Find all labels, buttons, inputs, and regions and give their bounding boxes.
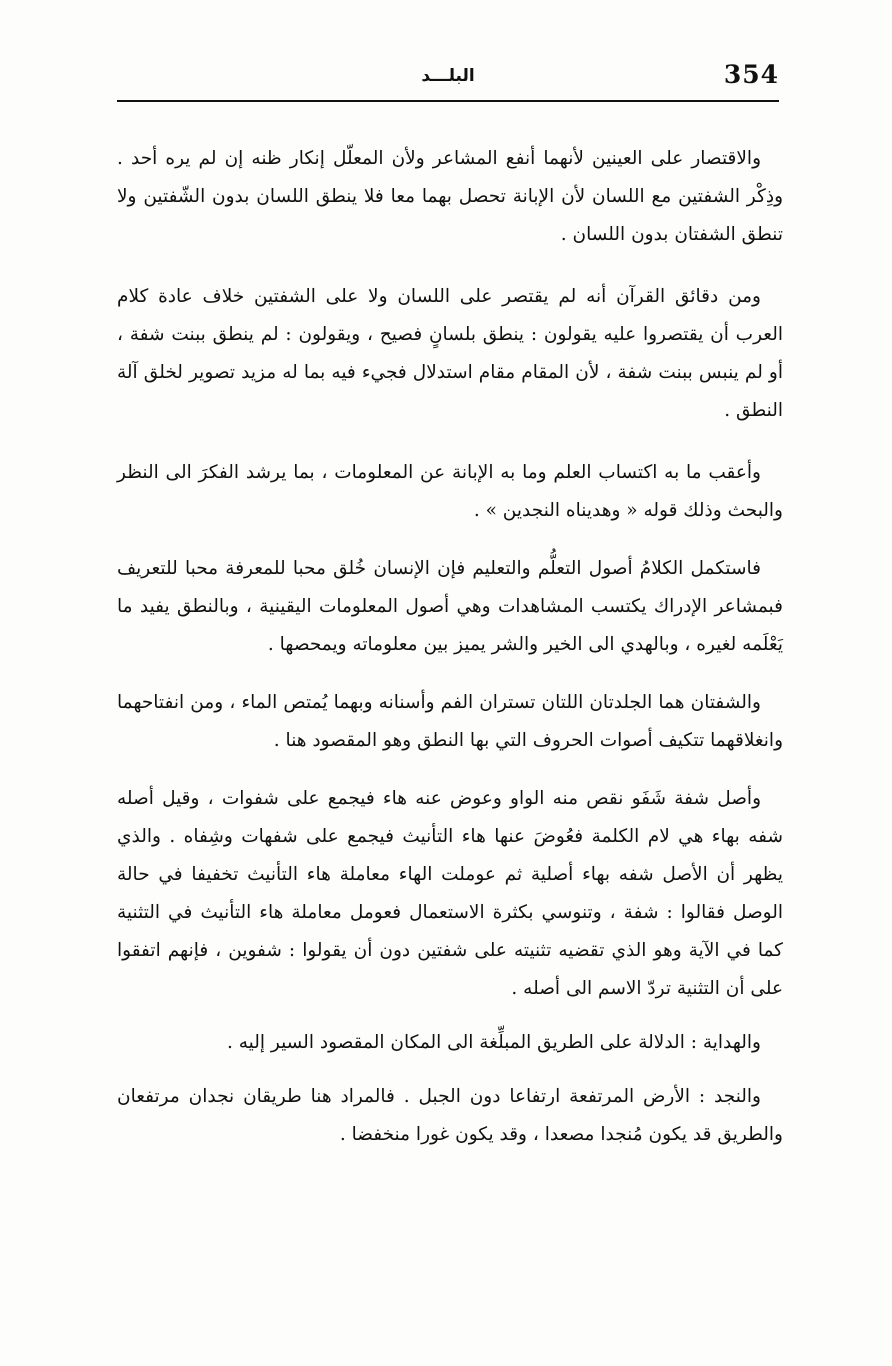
page-number: 354 — [723, 60, 779, 89]
running-title: البلـــد — [421, 66, 475, 86]
paragraph-7: والهداية : الدلالة على الطريق المبلِّغة الى المكان المقصود السير إليه . — [226, 1032, 761, 1053]
paragraph-2: ومن دقائق القرآن أنه لم يقتصر على اللسان ولا على الشفتين خلاف عادة كلام العرب أن يقتصروا عليه يقولون : ينطق بلسانٍ فصيح ، ويقولون : لم ينطق ببنت شفة ، أو لم ينبس ببنت شفة ، لأن المقام مقام استدلال فجيء فيه بما له مزيد تصوير لخلق آلة النطق . — [117, 286, 783, 421]
paragraph-4: فاستكمل الكلامُ أصول التعلُّم والتعليم فإن الإنسان خُلق محبا للمعرفة محبا للتعريف فبمشاعر الإدراك يكتسب المشاهدات وهي أصول المعلومات اليقينية ، وبالنطق يفيد ما يَعْلَمه لغيره ، وبالهدي الى الخير والشر يميز بين معلوماته ويمحصها . — [117, 558, 783, 655]
paragraph-6: وأصل شفة شَفَو نقص منه الواو وعوض عنه هاء فيجمع على شفوات ، وقيل أصله شفه بهاء هي لام الكلمة فعُوضَ عنها هاء التأنيث فيجمع على شفهات وشِفاه . والذي يظهر أن الأصل شفه بهاء أصلية ثم عوملت الهاء معاملة هاء التأنيث تخفيفا في حالة الوصل فقالوا : شفة ، وتنوسي بكثرة الاستعمال فعومل معاملة هاء التأنيث في التثنية كما في الآية وهو الذي تقضيه تثنيته على شفتين دون أن يقولوا : شفوين ، فإنهم اتفقوا على أن التثنية تردّ الاسم الى أصله . — [117, 788, 783, 999]
body-text — [117, 140, 783, 1154]
paragraph-1: والاقتصار على العينين لأنهما أنفع المشاعر ولأن المعلّل إنكار ظنه إن لم يره أحد . وذِكْر الشفتين مع اللسان لأن الإبانة تحصل بهما معا فلا ينطق اللسان بدون الشّفتين ولا تنطق الشفتان بدون اللسان . — [117, 148, 783, 245]
paragraph-8: والنجد : الأرض المرتفعة ارتفاعا دون الجبل . فالمراد هنا طريقان نجدان مرتفعان والطريق قد يكون مُنجدا مصعدا ، وقد يكون غورا منخفضا . — [117, 1086, 783, 1145]
paragraph-3: وأعقب ما به اكتساب العلم وما به الإبانة عن المعلومات ، بما يرشد الفكرَ الى النظر والبحث وذلك قوله « وهديناه النجدين » . — [117, 462, 783, 521]
paragraph-5: والشفتان هما الجلدتان اللتان تستران الفم وأسنانه وبهما يُمتص الماء ، ومن انفتاحهما وانغلاقهما تتكيف أصوات الحروف التي بها النطق وهو المقصود هنا . — [117, 692, 783, 751]
header-rule — [117, 100, 779, 102]
page-header — [117, 58, 779, 102]
